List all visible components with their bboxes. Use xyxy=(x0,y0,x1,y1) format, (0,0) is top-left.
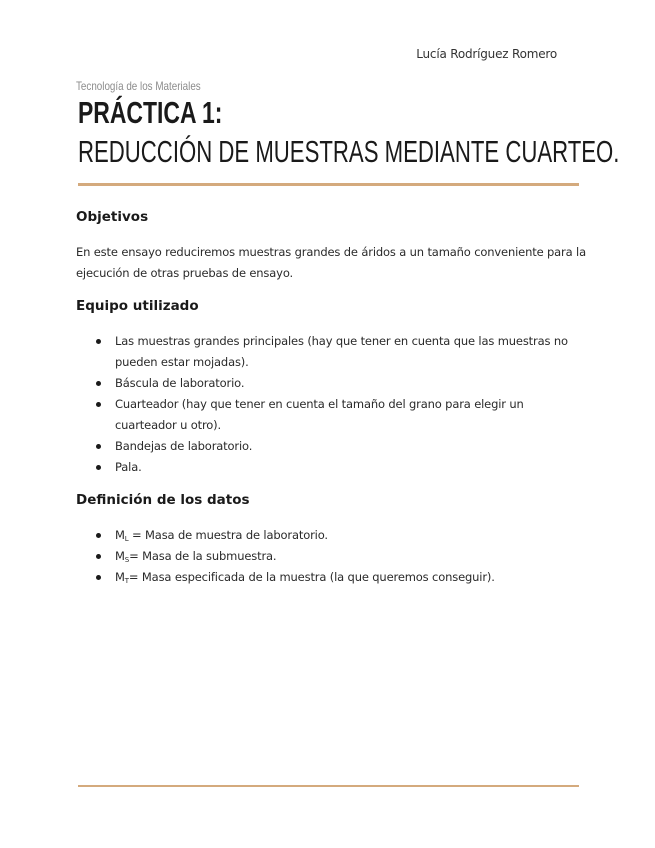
list-item xyxy=(76,394,586,436)
equipo-list xyxy=(76,331,586,478)
list-item xyxy=(76,436,586,457)
bullet-icon xyxy=(96,402,101,407)
list-item-text: = Masa de muestra de laboratorio. xyxy=(128,528,328,542)
bullet-icon xyxy=(96,533,101,538)
list-item-text: Cuarteador (hay que tener en cuenta el tamaño del grano para elegir un cuarteador u otro). xyxy=(115,397,524,432)
list-item xyxy=(76,546,586,567)
datos-list xyxy=(76,525,586,588)
practice-subtitle: REDUCCIÓN DE MUESTRAS MEDIANTE CUARTEO. xyxy=(78,134,620,169)
list-item-text: Pala. xyxy=(115,460,142,474)
bullet-icon xyxy=(96,339,101,344)
list-item xyxy=(76,525,586,546)
bullet-icon xyxy=(96,554,101,559)
data-symbol: M xyxy=(115,528,125,542)
bullet-icon xyxy=(96,444,101,449)
bullet-icon xyxy=(96,575,101,580)
data-subscript: T xyxy=(124,577,129,585)
footer-divider xyxy=(78,785,579,787)
objetivos-text: En este ensayo reduciremos muestras grandes de áridos a un tamaño conveniente para la ejecución de otras pruebas de ensayo. xyxy=(76,245,586,280)
data-subscript: S xyxy=(124,556,130,564)
list-item-text: Bandejas de laboratorio. xyxy=(115,439,253,453)
list-item-text: = Masa de la submuestra. xyxy=(129,549,277,563)
data-symbol: M xyxy=(115,549,125,563)
title-divider xyxy=(78,183,579,186)
data-symbol: M xyxy=(115,570,125,584)
bullet-icon xyxy=(96,465,101,470)
datos-heading: Definición de los datos xyxy=(76,492,250,508)
list-item xyxy=(76,567,586,588)
data-subscript: L xyxy=(124,535,129,543)
list-item xyxy=(76,373,586,394)
author-name: Lucía Rodríguez Romero xyxy=(416,47,557,61)
equipo-heading: Equipo utilizado xyxy=(76,298,199,314)
practice-title: PRÁCTICA 1: xyxy=(78,95,223,130)
list-item-text: = Masa especificada de la muestra (la que queremos conseguir). xyxy=(128,570,495,584)
list-item xyxy=(76,457,586,478)
objetivos-heading: Objetivos xyxy=(76,209,149,225)
bullet-icon xyxy=(96,381,101,386)
list-item-text: Báscula de laboratorio. xyxy=(115,376,245,390)
course-name: Tecnología de los Materiales xyxy=(76,79,201,93)
list-item-text: Las muestras grandes principales (hay que tener en cuenta que las muestras no pueden estar mojadas). xyxy=(115,334,568,369)
list-item xyxy=(76,331,586,373)
